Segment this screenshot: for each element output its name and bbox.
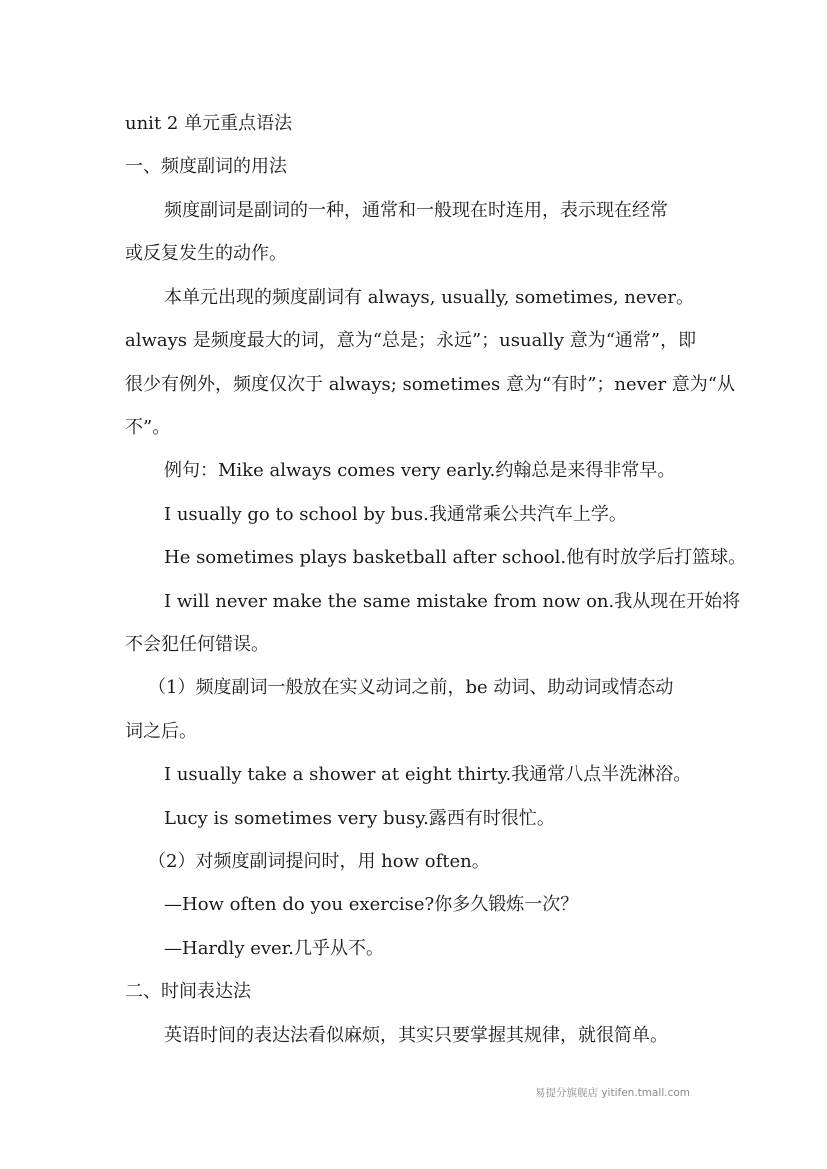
paragraph-line: 或反复发生的动作。	[125, 243, 287, 264]
document-title: unit 2 单元重点语法	[125, 113, 293, 134]
paragraph-line: always 是频度最大的词，意为“总是；永远”；usually 意为“通常”，即	[125, 330, 697, 351]
paragraph-line: 很少有例外，频度仅次于 always; sometimes 意为“有时”；never 意为“从	[125, 374, 736, 395]
example-sentence: I will never make the same mistake from now on.我从现在开始将	[164, 591, 741, 612]
paragraph-line: 英语时间的表达法看似麻烦，其实只要掌握其规律，就很简单。	[164, 1025, 668, 1046]
footer-watermark: 易提分旗舰店 yitifen.tmall.com	[535, 1087, 691, 1099]
rule-item: （1）频度副词一般放在实义动词之前，be 动词、助动词或情态动	[148, 677, 674, 698]
paragraph-line: 频度副词是副词的一种，通常和一般现在时连用，表示现在经常	[164, 200, 668, 221]
dialogue-line: —Hardly ever.几乎从不。	[164, 938, 385, 959]
example-sentence: 例句：Mike always comes very early.约翰总是来得非常早。	[164, 460, 676, 481]
rule-item: 词之后。	[125, 721, 197, 742]
example-sentence: I usually take a shower at eight thirty.我通常八点半洗淋浴。	[164, 764, 692, 785]
paragraph-line: 不”。	[125, 417, 171, 438]
example-sentence: 不会犯任何错误。	[125, 634, 269, 655]
section-heading-time-expressions: 二、时间表达法	[125, 981, 251, 1002]
example-sentence: He sometimes plays basketball after school.他有时放学后打篮球。	[164, 547, 747, 568]
paragraph-line: 本单元出现的频度副词有 always, usually, sometimes, never。	[164, 287, 694, 308]
dialogue-line: —How often do you exercise?你多久锻炼一次？	[164, 894, 579, 915]
section-heading-frequency-adverbs: 一、频度副词的用法	[125, 156, 287, 177]
example-sentence: I usually go to school by bus.我通常乘公共汽车上学。	[164, 504, 627, 525]
example-sentence: Lucy is sometimes very busy.露西有时很忙。	[164, 808, 555, 829]
rule-item: （2）对频度副词提问时，用 how often。	[148, 851, 490, 872]
